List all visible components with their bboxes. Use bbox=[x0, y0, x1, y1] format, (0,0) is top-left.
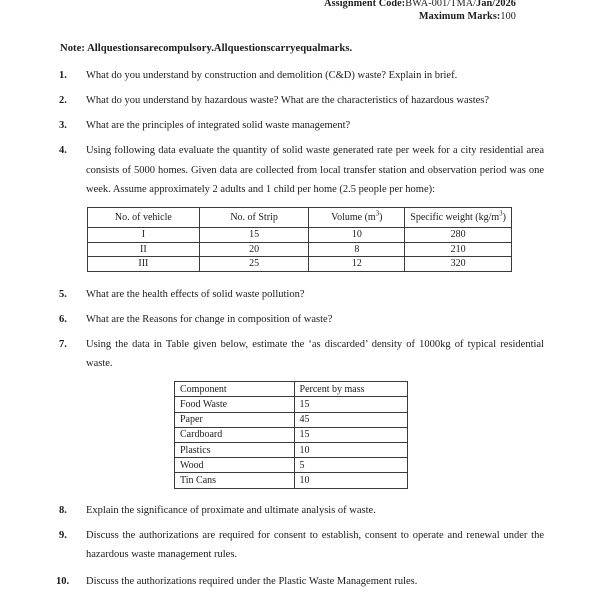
table-header-text: Specific weight (kg/m bbox=[410, 212, 500, 224]
maximum-marks-line bbox=[56, 11, 516, 24]
table-waste-composition-wrapper bbox=[56, 381, 544, 488]
question-number-1: 1. bbox=[59, 70, 67, 82]
table-cell: Food Waste bbox=[175, 397, 295, 412]
table-cell: 5 bbox=[294, 458, 407, 473]
question-item-10 bbox=[56, 572, 544, 592]
assignment-code-session: Jan/2026 bbox=[476, 0, 516, 9]
table-header-cell: Component bbox=[175, 382, 295, 397]
table-cell: 8 bbox=[309, 242, 405, 257]
question-text-3: What are the principles of integrated solid waste management? bbox=[86, 120, 351, 132]
question-text-2: What do you understand by hazardous waste? What are the characteristics of hazardous wastes? bbox=[86, 95, 490, 107]
question-number-8: 8. bbox=[59, 504, 67, 516]
table-cell: Tin Cans bbox=[175, 473, 295, 488]
question-number-4: 4. bbox=[59, 145, 67, 157]
assignment-code-value: BWA-001/TMA/ bbox=[405, 0, 477, 9]
table-cell: 10 bbox=[309, 228, 405, 243]
table-cell: 15 bbox=[199, 228, 309, 243]
question-number-9: 9. bbox=[59, 529, 67, 541]
table-vehicle-data-wrapper bbox=[56, 207, 544, 272]
table-header-cell bbox=[309, 208, 405, 228]
question-item-6 bbox=[56, 310, 544, 330]
question-text-8: Explain the significance of proximate and ultimate analysis of waste. bbox=[86, 504, 376, 516]
table-cell: 15 bbox=[294, 397, 407, 412]
table-header-row bbox=[175, 382, 408, 397]
question-text-7: Using the data in Table given below, estimate the ‘as discarded’ density of 1000kg of typical residential waste. bbox=[86, 338, 544, 370]
table-vehicle-data bbox=[87, 207, 512, 272]
table-header-cell: Percent by mass bbox=[294, 382, 407, 397]
table-header-cell: No. of Strip bbox=[199, 208, 309, 228]
question-item-4 bbox=[56, 141, 544, 200]
question-item-3 bbox=[56, 116, 544, 136]
table-header-cell: No. of vehicle bbox=[88, 208, 200, 228]
table-cell: 12 bbox=[309, 257, 405, 272]
question-text-5: What are the health effects of solid waste pollution? bbox=[86, 288, 305, 300]
table-row bbox=[175, 412, 408, 427]
table-cell: Wood bbox=[175, 458, 295, 473]
table-row bbox=[88, 242, 512, 257]
table-row bbox=[88, 257, 512, 272]
question-number-6: 6. bbox=[59, 313, 67, 325]
assignment-code-line bbox=[56, 0, 516, 11]
table-cell: Paper bbox=[175, 412, 295, 427]
maximum-marks-value: 100 bbox=[500, 10, 516, 22]
table-cell: 10 bbox=[294, 473, 407, 488]
question-item-5 bbox=[56, 285, 544, 305]
table-cell: II bbox=[88, 242, 200, 257]
question-item-9 bbox=[56, 526, 544, 565]
maximum-marks-label: Maximum Marks: bbox=[418, 10, 501, 22]
question-number-7: 7. bbox=[59, 338, 67, 350]
table-cell: 10 bbox=[294, 442, 407, 457]
superscript-unit: 3 bbox=[375, 210, 380, 218]
table-header-cell bbox=[405, 208, 512, 228]
table-row bbox=[175, 458, 408, 473]
question-text-10: Discuss the authorizations required under the Plastic Waste Management rules. bbox=[86, 576, 418, 587]
question-item-1 bbox=[56, 66, 544, 86]
table-cell: Cardboard bbox=[175, 427, 295, 442]
question-number-10: 10. bbox=[56, 576, 70, 587]
table-cell: 20 bbox=[199, 242, 309, 257]
question-list bbox=[56, 66, 544, 591]
question-text-1: What do you understand by construction and demolition (C&D) waste? Explain in brief. bbox=[86, 70, 458, 82]
question-number-5: 5. bbox=[59, 288, 67, 300]
question-item-8 bbox=[56, 501, 544, 521]
table-row bbox=[175, 473, 408, 488]
table-cell: 280 bbox=[405, 228, 512, 243]
table-cell: 210 bbox=[405, 242, 512, 257]
question-number-2: 2. bbox=[59, 95, 67, 107]
table-header-suffix: ) bbox=[379, 212, 383, 224]
table-waste-composition bbox=[174, 381, 408, 488]
question-text-6: What are the Reasons for change in composition of waste? bbox=[86, 313, 333, 325]
table-cell: 320 bbox=[405, 257, 512, 272]
assignment-code-label: Assignment Code: bbox=[324, 0, 406, 9]
table-header-suffix: ) bbox=[502, 212, 506, 224]
question-number-3: 3. bbox=[59, 120, 67, 132]
superscript-unit: 3 bbox=[499, 210, 503, 218]
note-line: Note: Allquestionsarecompulsory.Allquestionscarryequalmarks. bbox=[60, 43, 353, 55]
table-header-row bbox=[88, 208, 512, 228]
table-row bbox=[175, 427, 408, 442]
table-row bbox=[88, 228, 512, 243]
table-cell: I bbox=[88, 228, 200, 243]
table-header-text: Volume (m bbox=[331, 212, 376, 224]
document-header bbox=[56, 0, 544, 23]
table-row bbox=[175, 397, 408, 412]
table-cell: 25 bbox=[199, 257, 309, 272]
table-cell: 45 bbox=[294, 412, 407, 427]
table-row bbox=[175, 442, 408, 457]
table-cell: III bbox=[88, 257, 200, 272]
question-item-7 bbox=[56, 335, 544, 374]
question-item-2 bbox=[56, 91, 544, 111]
question-text-9: Discuss the authorizations are required for consent to establish, consent to operate and renewal under the hazardous waste management rules. bbox=[86, 529, 544, 560]
table-cell: 15 bbox=[294, 427, 407, 442]
table-cell: Plastics bbox=[175, 442, 295, 457]
question-text-4: Using following data evaluate the quantity of solid waste generated rate per week for a city residential area consists of 5000 homes. Given data are collected from local transfer station and observation period was one week. Assume approximately 2 adults and 1 child per home (2.5 people per home): bbox=[86, 145, 544, 196]
